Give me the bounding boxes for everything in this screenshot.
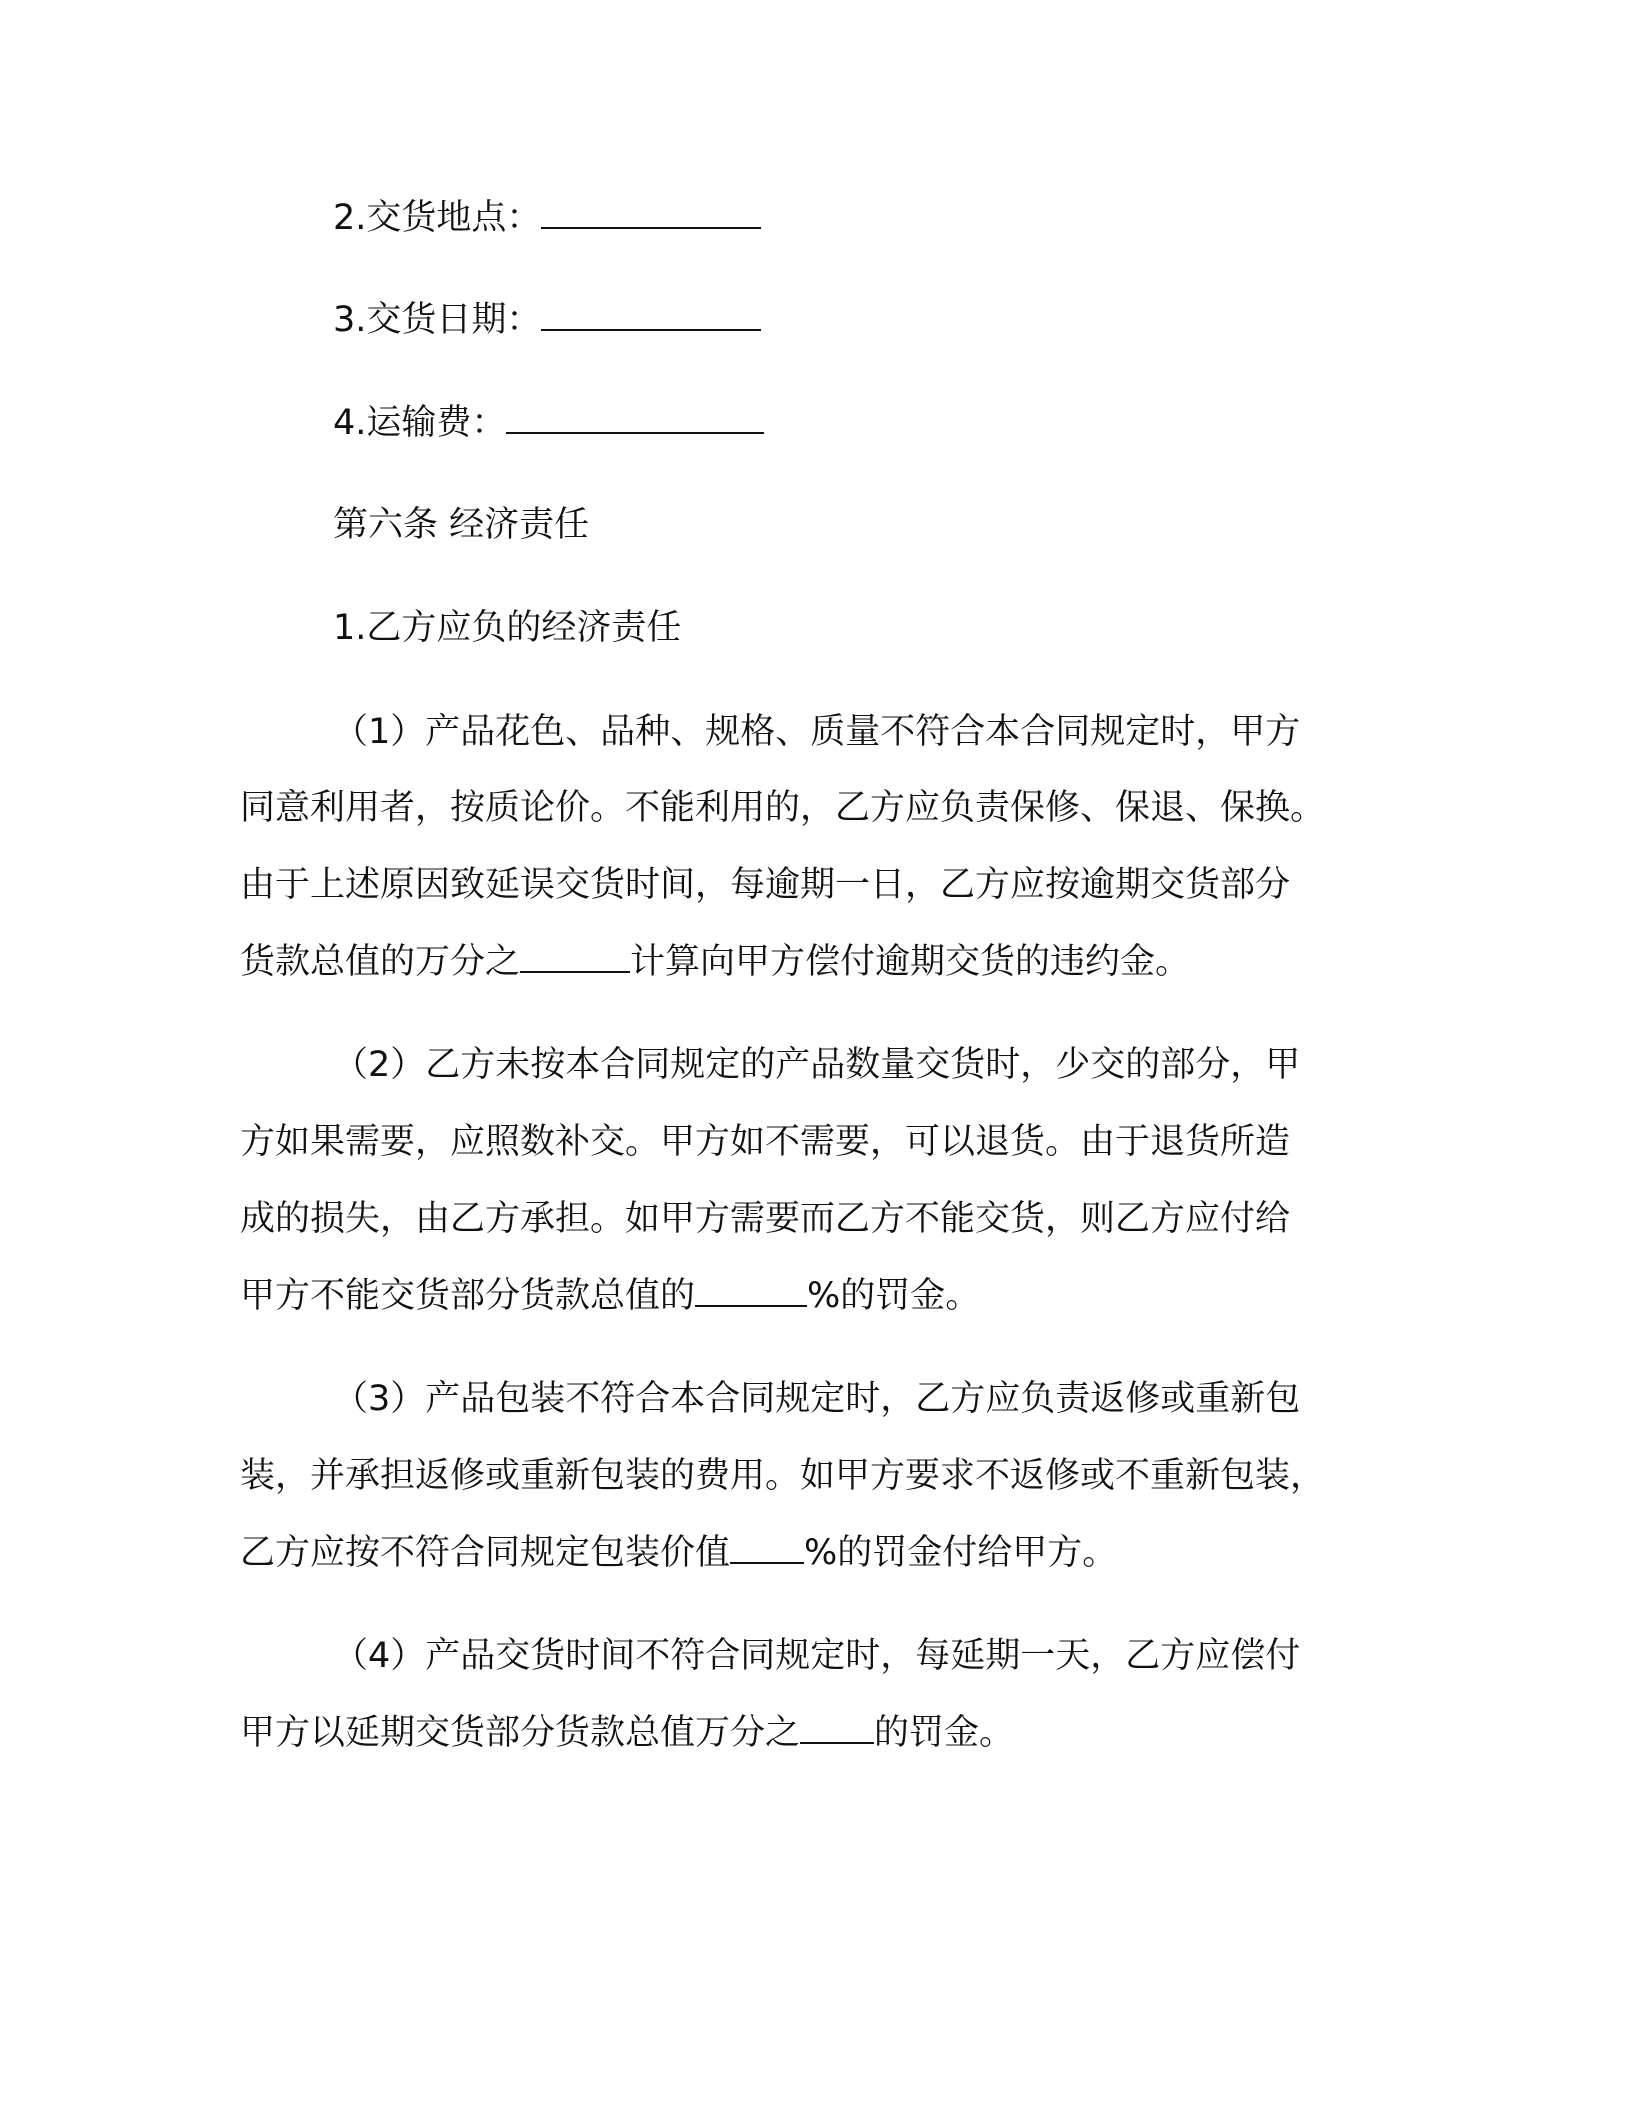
delivery-place-line [333,196,761,240]
paragraph-line [240,1274,980,1318]
freight-blank[interactable] [506,402,764,434]
freight-line [333,401,764,445]
text-segment: %的罚金。 [807,1276,981,1316]
delivery-date-line [333,298,761,342]
delivery-place-blank[interactable] [541,197,761,229]
text-segment: 的罚金。 [874,1713,1015,1753]
fill-blank[interactable] [520,941,630,973]
paragraph-line: （1）产品花色、品种、规格、质量不符合本合同规定时，甲方 [333,712,1301,752]
paragraph-line [240,940,1190,984]
delivery-place-label: 2.交货地点： [333,198,542,238]
freight-label: 4.运输费： [333,403,507,443]
article-heading: 第六条 经济责任 [333,505,590,545]
fill-blank[interactable] [695,1275,807,1307]
paragraph-line: 方如果需要，应照数补交。甲方如不需要，可以退货。由于退货所造 [240,1122,1291,1162]
text-segment: 货款总值的万分之 [240,942,521,982]
text-segment: %的罚金付给甲方。 [804,1533,1118,1573]
paragraph-line: 成的损失，由乙方承担。如甲方需要而乙方不能交货，则乙方应付给 [240,1199,1291,1239]
paragraph-line: （3）产品包装不符合本合同规定时，乙方应负责返修或重新包 [333,1379,1301,1419]
paragraph-line: （4）产品交货时间不符合同规定时，每延期一天，乙方应偿付 [333,1636,1301,1676]
paragraph-line: 同意利用者，按质论价。不能利用的，乙方应负责保修、保退、保换。 [240,788,1326,828]
fill-blank[interactable] [730,1532,804,1564]
delivery-date-label: 3.交货日期： [333,300,542,340]
section-heading: 1.乙方应负的经济责任 [333,608,682,648]
text-segment: 乙方应按不符合同规定包装价值 [240,1533,731,1573]
paragraph-line: 装，并承担返修或重新包装的费用。如甲方要求不返修或不重新包装， [240,1456,1326,1496]
text-segment: 甲方不能交货部分货款总值的 [240,1276,696,1316]
fill-blank[interactable] [800,1712,874,1744]
text-segment: 计算向甲方偿付逾期交货的违约金。 [630,942,1191,982]
paragraph-line: （2）乙方未按本合同规定的产品数量交货时，少交的部分，甲 [333,1045,1301,1085]
text-segment: 甲方以延期交货部分货款总值万分之 [240,1713,801,1753]
paragraph-line [240,1531,1117,1575]
delivery-date-blank[interactable] [541,299,761,331]
paragraph-line [240,1711,1014,1755]
paragraph-line: 由于上述原因致延误交货时间，每逾期一日，乙方应按逾期交货部分 [240,865,1291,905]
